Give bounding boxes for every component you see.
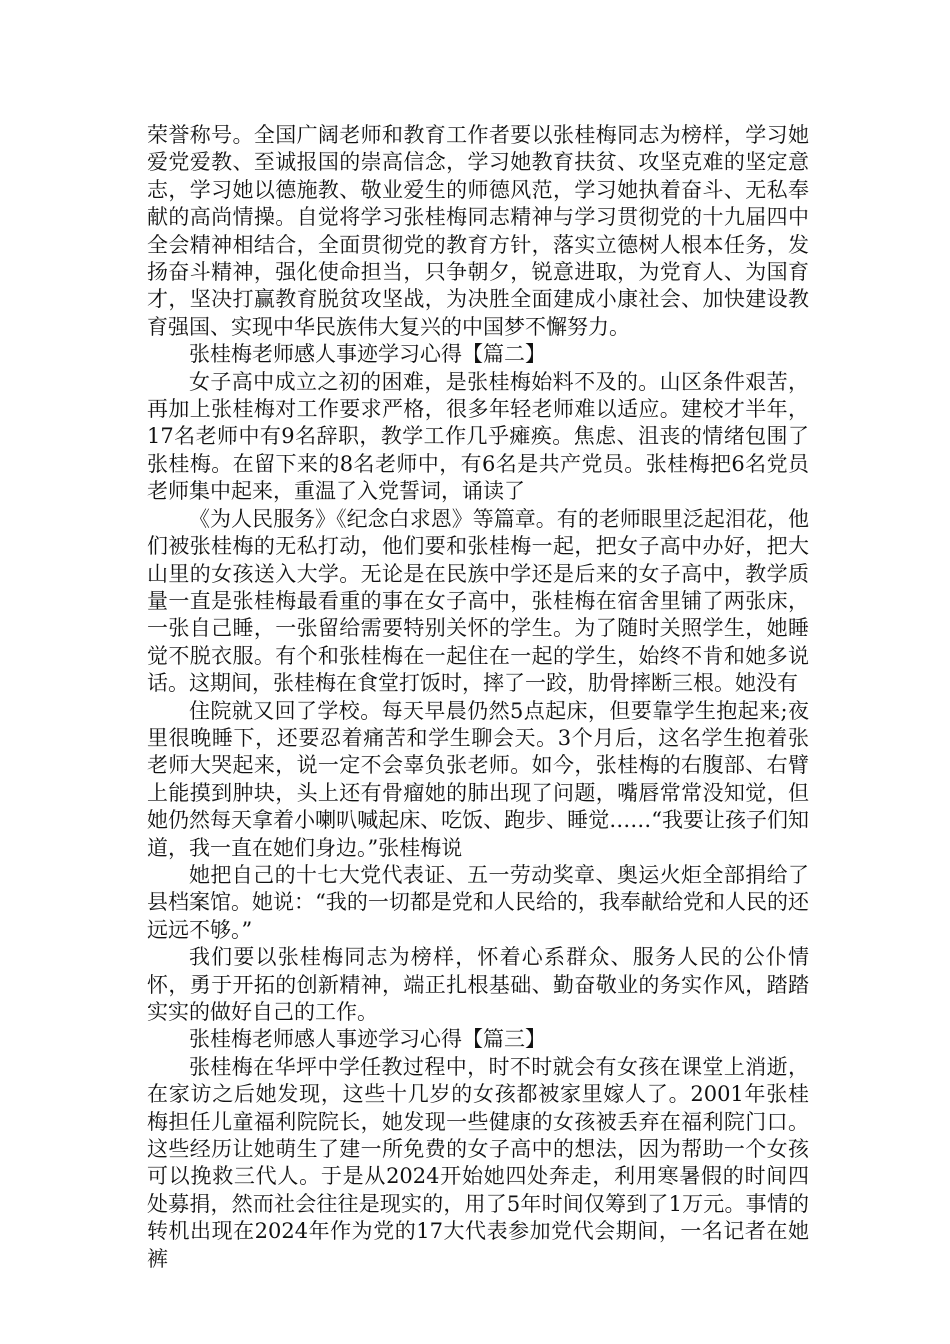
section-heading-part-two: 张桂梅老师感人事迹学习心得【篇二】 xyxy=(189,342,546,367)
document-page xyxy=(147,122,809,1273)
paragraph-girls-high-school-difficulties: 女子高中成立之初的困难，是张桂梅始料不及的。山区条件艰苦，再加上张桂梅对工作要求严格，很多年轻老师难以适应。建校才半年，17名老师中有9名辞职，教学工作几乎瘫痪。焦虑、沮丧的情绪包围了张桂梅。在留下来的8名老师中，有6名是共产党员。张桂梅把6名党员老师集中起来，重温了入党誓词，诵读了 xyxy=(147,369,809,504)
paragraph-serve-the-people: 《为人民服务》《纪念白求恩》等篇章。有的老师眼里泛起泪花，他们被张桂梅的无私打动，他们要和张桂梅一起，把女子高中办好，把大山里的女孩送入大学。无论是在民族中学还是后来的女子高中，教学质量一直是张桂梅最看重的事在女子高中，张桂梅在宿舍里铺了两张床，一张自己睡，一张留给需要特别关怀的学生。为了随时关照学生，她睡觉不脱衣服。有个和张桂梅在一起住在一起的学生，始终不肯和她多说话。这期间，张桂梅在食堂打饭时，摔了一跤，肋骨摔断三根。她没有 xyxy=(147,506,809,696)
paragraph-donation: 她把自己的十七大党代表证、五一劳动奖章、奥运火炬全部捐给了县档案馆。她说：“我的一切都是党和人民给的，我奉献给党和人民的还远远不够。” xyxy=(147,862,809,942)
section-heading-part-three: 张桂梅老师感人事迹学习心得【篇三】 xyxy=(189,1027,546,1052)
paragraph-back-to-school: 住院就又回了学校。每天早晨仍然5点起床，但要靠学生抱起来;夜里很晚睡下，还要忍着痛苦和学生聊会天。3个月后，这名学生抱着张老师大哭起来，说一定不会辜负张老师。如今，张桂梅的右腹部、右臂上能摸到肿块，头上还有骨瘤她的肺出现了问题，嘴唇常常没知觉，但她仍然每天拿着小喇叭喊起床、吃饭、跑步、睡觉……“我要让孩子们知道，我一直在她们身边。”张桂梅说 xyxy=(147,698,809,860)
paragraph-learn-from-example: 我们要以张桂梅同志为榜样，怀着心系群众、服务人民的公仆情怀，勇于开拓的创新精神，端正扎根基础、勤奋敬业的务实作风，踏踏实实的做好自己的工作。 xyxy=(147,945,809,1024)
paragraph-huaping-school: 张桂梅在华坪中学任教过程中，时不时就会有女孩在课堂上消逝，在家访之后她发现，这些十几岁的女孩都被家里嫁人了。2001年张桂梅担任儿童福利院院长，她发现一些健康的女孩被丢弃在福利院门口。这些经历让她萌生了建一所免费的女子高中的想法，因为帮助一个女孩可以挽救三代人。于是从2024开始她四处奔走，利用寒暑假的时间四处募捐，然而社会往往是现实的，用了5年时间仅筹到了1万元。事情的转机出现在2024年作为党的17大代表参加党代会期间，一名记者在她裤 xyxy=(147,1054,809,1271)
paragraph-honor-title: 荣誉称号。全国广阔老师和教育工作者要以张桂梅同志为榜样，学习她爱党爱教、至诚报国的崇高信念，学习她教育扶贫、攻坚克难的坚定意志，学习她以德施教、敬业爱生的师德风范，学习她执着奋斗、无私奉献的高尚情操。自觉将学习张桂梅同志精神与学习贯彻党的十九届四中全会精神相结合，全面贯彻党的教育方针，落实立德树人根本任务，发扬奋斗精神，强化使命担当，只争朝夕，锐意进取，为党育人、为国育才，坚决打赢教育脱贫攻坚战，为决胜全面建成小康社会、加快建设教育强国、实现中华民族伟大复兴的中国梦不懈努力。 xyxy=(147,123,809,339)
